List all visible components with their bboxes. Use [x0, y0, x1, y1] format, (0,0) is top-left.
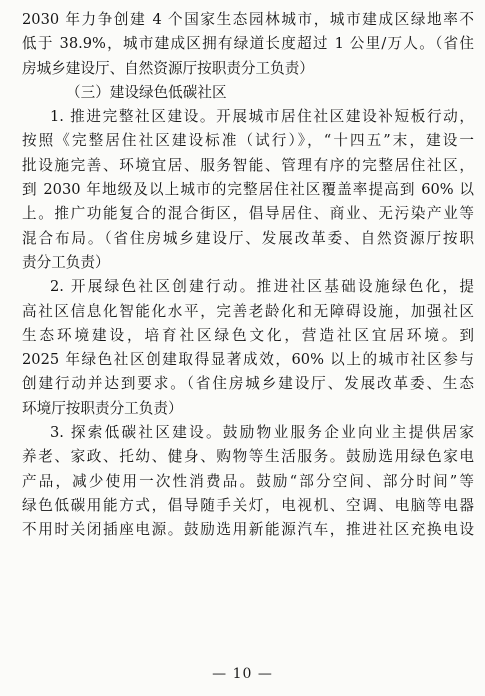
document-body — [22, 8, 474, 543]
text-line: 2. 开展绿色社区创建行动。推进社区基础设施绿色化，提 — [50, 278, 474, 296]
text-line: 到 2030 年地级及以上城市的完整居住社区覆盖率提高到 60% 以 — [22, 181, 474, 199]
text-line: 房城乡建设厅、自然资源厅按职责分工负责） — [22, 59, 314, 77]
text-line: 养老、家政、托幼、健身、购物等生活服务。鼓励选用绿色家电 — [22, 448, 474, 466]
text-line: 混合布局。（省住房城乡建设厅、发展改革委、自然资源厅按职 — [22, 229, 474, 247]
text-line: 按照《完整居住社区建设标准（试行）》，“十四五”末，建设一 — [22, 132, 474, 150]
text-line: 生态环境建设，培育社区绿色文化，营造社区宜居环境。到 — [22, 326, 474, 344]
section-heading: （三）建设绿色低碳社区 — [66, 83, 227, 101]
text-line: 绿色低碳用能方式，倡导随手关灯，电视机、空调、电脑等电器 — [22, 496, 474, 514]
text-line: 上。推广功能复合的混合街区，倡导居住、商业、无污染产业等 — [22, 205, 474, 223]
text-line: 创建行动并达到要求。（省住房城乡建设厅、发展改革委、生态 — [22, 375, 474, 393]
text-line: 3. 探索低碳社区建设。鼓励物业服务企业向业主提供居家 — [50, 424, 474, 442]
text-line: 批设施完善、环境宜居、服务智能、管理有序的完整居住社区， — [22, 156, 474, 174]
text-line: 不用时关闭插座电源。鼓励选用新能源汽车，推进社区充换电设 — [22, 521, 474, 539]
text-line: 2030 年力争创建 4 个国家生态园林城市，城市建成区绿地率不 — [22, 11, 474, 28]
text-line: 高社区信息化智能化水平，完善老龄化和无障碍设施，加强社区 — [22, 302, 474, 320]
text-line: 1. 推进完整社区建设。开展城市居住社区建设补短板行动， — [50, 108, 474, 126]
page-number: — 10 — — [212, 666, 273, 682]
text-line: 2025 年绿色社区创建取得显著成效，60% 以上的城市社区参与 — [22, 351, 474, 369]
text-line: 产品，减少使用一次性消费品。鼓励“部分空间、部分时间”等 — [22, 472, 474, 490]
text-line: 责分工负责） — [22, 253, 110, 271]
text-line: 低于 38.9%，城市建成区拥有绿道长度超过 1 公里/万人。（省住 — [22, 35, 474, 53]
text-line: 环境厅按职责分工负责） — [22, 399, 183, 417]
